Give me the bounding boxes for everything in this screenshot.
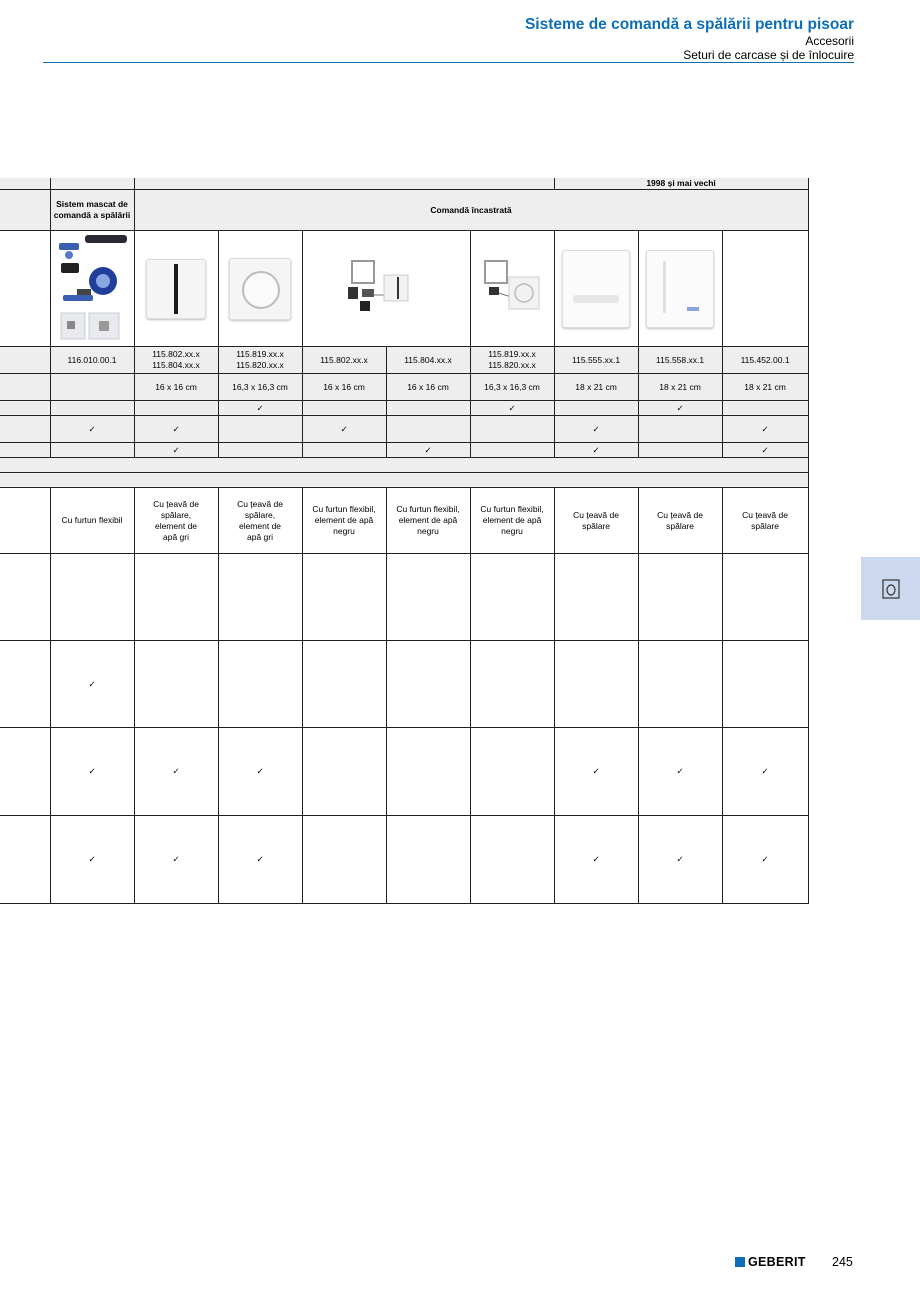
size-row	[0, 374, 808, 401]
check-cell	[302, 401, 386, 416]
check-cell: ✓	[50, 816, 134, 904]
pneumatic-cover-plate-image	[229, 258, 291, 320]
compat-row-3	[0, 728, 808, 816]
check-cell	[302, 641, 386, 728]
check-cell: ✓	[638, 816, 722, 904]
check-cell	[470, 416, 554, 443]
check-cell: ✓	[554, 728, 638, 816]
check-cell	[302, 443, 386, 458]
check-cell: ✓	[218, 401, 302, 416]
check-cell: ✓	[134, 416, 218, 443]
product-image-cell	[302, 231, 470, 347]
feature-row-3	[0, 443, 808, 458]
row-label-cell	[0, 641, 50, 728]
product-image-cell	[134, 231, 218, 347]
year-header-row	[0, 178, 808, 190]
check-cell: ✓	[722, 416, 808, 443]
brand-name: GEBERIT	[748, 1255, 806, 1269]
check-cell	[302, 816, 386, 904]
check-cell	[386, 728, 470, 816]
size-cell: 16 x 16 cm	[134, 374, 218, 401]
check-cell	[470, 641, 554, 728]
check-cell	[134, 641, 218, 728]
electronic-cover-plate-image	[146, 259, 206, 319]
product-image-cell	[554, 231, 638, 347]
page-number: 245	[832, 1255, 853, 1269]
check-cell	[386, 641, 470, 728]
replacement-set-round-image	[479, 259, 545, 319]
article-number: 115.452.00.1	[722, 347, 808, 374]
check-cell	[386, 816, 470, 904]
check-cell	[134, 401, 218, 416]
check-cell: ✓	[722, 728, 808, 816]
check-cell	[638, 641, 722, 728]
check-cell: ✓	[218, 816, 302, 904]
row-label-cell	[0, 416, 50, 443]
check-cell	[50, 554, 134, 641]
check-cell	[638, 554, 722, 641]
page-header	[525, 16, 854, 62]
product-image-cell	[638, 231, 722, 347]
connection-type-row	[0, 488, 808, 554]
connection-type: Cu țeavă de spălare, element de apă gri	[134, 488, 218, 554]
check-cell: ✓	[134, 728, 218, 816]
section-side-tab[interactable]	[861, 557, 920, 620]
check-cell: ✓	[134, 443, 218, 458]
article-number: 115.819.xx.x 115.820.xx.x	[470, 347, 554, 374]
year-header: 1998 și mai vechi	[554, 178, 808, 190]
check-cell: ✓	[386, 443, 470, 458]
check-cell: ✓	[50, 641, 134, 728]
section-divider-row	[0, 458, 808, 473]
check-cell	[722, 641, 808, 728]
check-cell	[470, 443, 554, 458]
check-cell: ✓	[134, 816, 218, 904]
urinal-square-icon	[881, 578, 901, 600]
check-cell	[470, 816, 554, 904]
concealed-control-kit-image	[55, 233, 129, 345]
product-image-cell	[218, 231, 302, 347]
check-cell	[554, 641, 638, 728]
size-cell: 16,3 x 16,3 cm	[218, 374, 302, 401]
concealed-system-header: Sistem mascat de comandă a spălării	[50, 190, 134, 231]
check-cell	[50, 401, 134, 416]
article-number: 115.802.xx.x 115.804.xx.x	[134, 347, 218, 374]
check-cell: ✓	[638, 728, 722, 816]
check-cell	[722, 554, 808, 641]
row-label-cell	[0, 816, 50, 904]
article-number: 115.555.xx.1	[554, 347, 638, 374]
check-cell: ✓	[554, 443, 638, 458]
row-label-cell	[0, 401, 50, 416]
check-cell	[134, 554, 218, 641]
check-cell	[50, 443, 134, 458]
connection-type: Cu țeavă de spălare	[722, 488, 808, 554]
article-number: 116.010.00.1	[50, 347, 134, 374]
connection-type: Cu țeavă de spălare, element de apă gri	[218, 488, 302, 554]
cover-plate-555-image	[562, 250, 630, 328]
page-subtitle-accessories: Accesorii	[805, 34, 854, 48]
compat-row-2	[0, 641, 808, 728]
check-cell: ✓	[638, 401, 722, 416]
check-cell	[302, 728, 386, 816]
check-cell	[638, 416, 722, 443]
row-label-cell	[0, 178, 50, 190]
flush-mounted-header: Comandă încastrată	[134, 190, 808, 231]
check-cell	[470, 728, 554, 816]
check-cell	[638, 443, 722, 458]
check-cell: ✓	[554, 816, 638, 904]
connection-type: Cu furtun flexibil, element de apă negru	[386, 488, 470, 554]
row-label-cell	[0, 231, 50, 347]
page-subtitle-sets: Seturi de carcase și de înlocuire	[683, 48, 854, 62]
check-cell	[386, 554, 470, 641]
geberit-logo	[735, 1255, 806, 1269]
empty-header-cell	[50, 178, 134, 190]
check-cell	[470, 554, 554, 641]
page-title: Sisteme de comandă a spălării pentru pisoar	[524, 16, 854, 33]
article-number: 115.819.xx.x 115.820.xx.x	[218, 347, 302, 374]
size-cell: 16 x 16 cm	[302, 374, 386, 401]
product-image-cell	[470, 231, 554, 347]
section-divider	[0, 473, 808, 488]
check-cell: ✓	[470, 401, 554, 416]
product-image-row	[0, 231, 808, 347]
check-cell: ✓	[554, 416, 638, 443]
article-number: 115.802.xx.x	[302, 347, 386, 374]
compatibility-table	[0, 178, 809, 904]
row-label-cell	[0, 728, 50, 816]
check-cell	[386, 401, 470, 416]
empty-header-cell	[134, 178, 554, 190]
connection-type: Cu furtun flexibil, element de apă negru	[470, 488, 554, 554]
product-image-cell	[50, 231, 134, 347]
article-number-row	[0, 347, 808, 374]
size-cell: 18 x 21 cm	[554, 374, 638, 401]
check-cell	[386, 416, 470, 443]
compat-row-1	[0, 554, 808, 641]
row-label-cell	[0, 554, 50, 641]
check-cell: ✓	[50, 416, 134, 443]
section-divider-row	[0, 473, 808, 488]
check-cell	[554, 401, 638, 416]
check-cell	[554, 554, 638, 641]
row-label-cell	[0, 443, 50, 458]
check-cell	[722, 401, 808, 416]
row-label-cell	[0, 488, 50, 554]
check-cell: ✓	[218, 728, 302, 816]
article-number: 115.558.xx.1	[638, 347, 722, 374]
size-cell	[50, 374, 134, 401]
connection-type: Cu țeavă de spălare	[554, 488, 638, 554]
connection-type: Cu furtun flexibil, element de apă negru	[302, 488, 386, 554]
check-cell	[302, 554, 386, 641]
geberit-logo-square-icon	[735, 1257, 745, 1267]
check-cell	[218, 641, 302, 728]
connection-type: Cu furtun flexibil	[50, 488, 134, 554]
row-label-cell	[0, 347, 50, 374]
feature-row-1	[0, 401, 808, 416]
connection-type: Cu țeavă de spălare	[638, 488, 722, 554]
size-cell: 16 x 16 cm	[386, 374, 470, 401]
product-image-cell	[722, 231, 808, 347]
article-number: 115.804.xx.x	[386, 347, 470, 374]
type-header-row	[0, 190, 808, 231]
size-cell: 16,3 x 16,3 cm	[470, 374, 554, 401]
check-cell	[218, 554, 302, 641]
row-label-cell	[0, 190, 50, 231]
size-cell: 18 x 21 cm	[722, 374, 808, 401]
check-cell: ✓	[50, 728, 134, 816]
section-divider	[0, 458, 808, 473]
feature-row-2	[0, 416, 808, 443]
cover-plate-558-image	[646, 250, 714, 328]
compat-row-4	[0, 816, 808, 904]
row-label-cell	[0, 374, 50, 401]
check-cell: ✓	[722, 443, 808, 458]
replacement-set-image	[344, 259, 428, 319]
check-cell: ✓	[302, 416, 386, 443]
check-cell	[218, 443, 302, 458]
header-rule	[43, 62, 854, 63]
size-cell: 18 x 21 cm	[638, 374, 722, 401]
check-cell	[218, 416, 302, 443]
check-cell: ✓	[722, 816, 808, 904]
